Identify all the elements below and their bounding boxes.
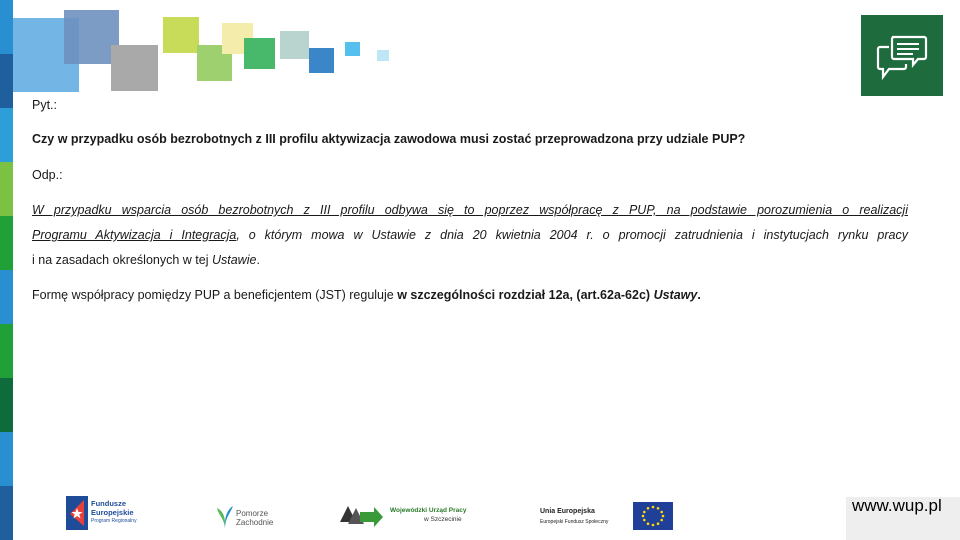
answer-line-2-rest: , o którym mowa w Ustawie z dnia 20 kwietnia 2004 r. o promocji zatrudnienia i instytucjach rynku pracy	[236, 228, 908, 242]
chat-bubbles-icon	[875, 33, 929, 81]
question-label: Pyt.:	[32, 98, 58, 112]
fe-logo-line3: Program Regionalny	[91, 518, 137, 524]
wup-logo-line2: w Szczecinie	[424, 516, 462, 523]
pz-logo-line2: Zachodnie	[236, 518, 274, 527]
answer-label: Odp.:	[32, 168, 63, 182]
chat-icon-box	[861, 15, 943, 96]
answer-line-4	[32, 288, 701, 302]
answer-line-3	[32, 253, 260, 267]
leaf-icon	[214, 502, 236, 530]
website-link[interactable]: www.wup.pl	[852, 496, 942, 515]
ue-logo-line1: Unia Europejska	[540, 508, 595, 515]
chapter-ref: w szczególności rozdział 12a, (art.62a-62c)	[397, 288, 654, 302]
question-text: Czy w przypadku osób bezrobotnych z III profilu aktywizacja zawodowa musi zostać przeprowadzona przy udziale PUP?	[32, 132, 746, 146]
ustawy-ref: Ustawy	[653, 288, 698, 302]
unia-europejska-logo	[540, 502, 675, 532]
answer-line-3-end: .	[256, 253, 260, 267]
wup-logo-line1: Wojewódzki Urząd Pracy	[390, 507, 467, 514]
answer-line-1: W przypadku wsparcia osób bezrobotnych z III profilu odbywa się to poprzez współpracę z PUP, na podstawie porozumienia o realizacji	[32, 203, 908, 217]
fe-logo-line1: Fundusze	[91, 499, 126, 508]
answer-line-2	[32, 228, 908, 242]
program-name: Programu Aktywizacja i Integracja	[32, 228, 237, 242]
answer-line-4-text: Formę współpracy pomiędzy PUP a beneficjentem (JST) reguluje	[32, 288, 398, 302]
fe-star-icon	[66, 496, 88, 530]
answer-line-3-text: i na zasadach określonych w tej	[32, 253, 212, 267]
answer-line-4-end: .	[697, 288, 701, 302]
ustawa-ref: Ustawie	[211, 253, 257, 267]
ue-logo-line2: Europejski Fundusz Społeczny	[540, 519, 609, 525]
wup-arrow-icon	[338, 500, 384, 528]
fe-logo-line2: Europejskie	[91, 508, 134, 517]
wup-logo	[338, 500, 483, 530]
fundusze-europejskie-logo	[66, 496, 156, 532]
pz-logo-line1: Pomorze	[236, 509, 269, 518]
pomorze-zachodnie-logo	[214, 502, 284, 532]
eu-flag-icon	[633, 502, 673, 530]
